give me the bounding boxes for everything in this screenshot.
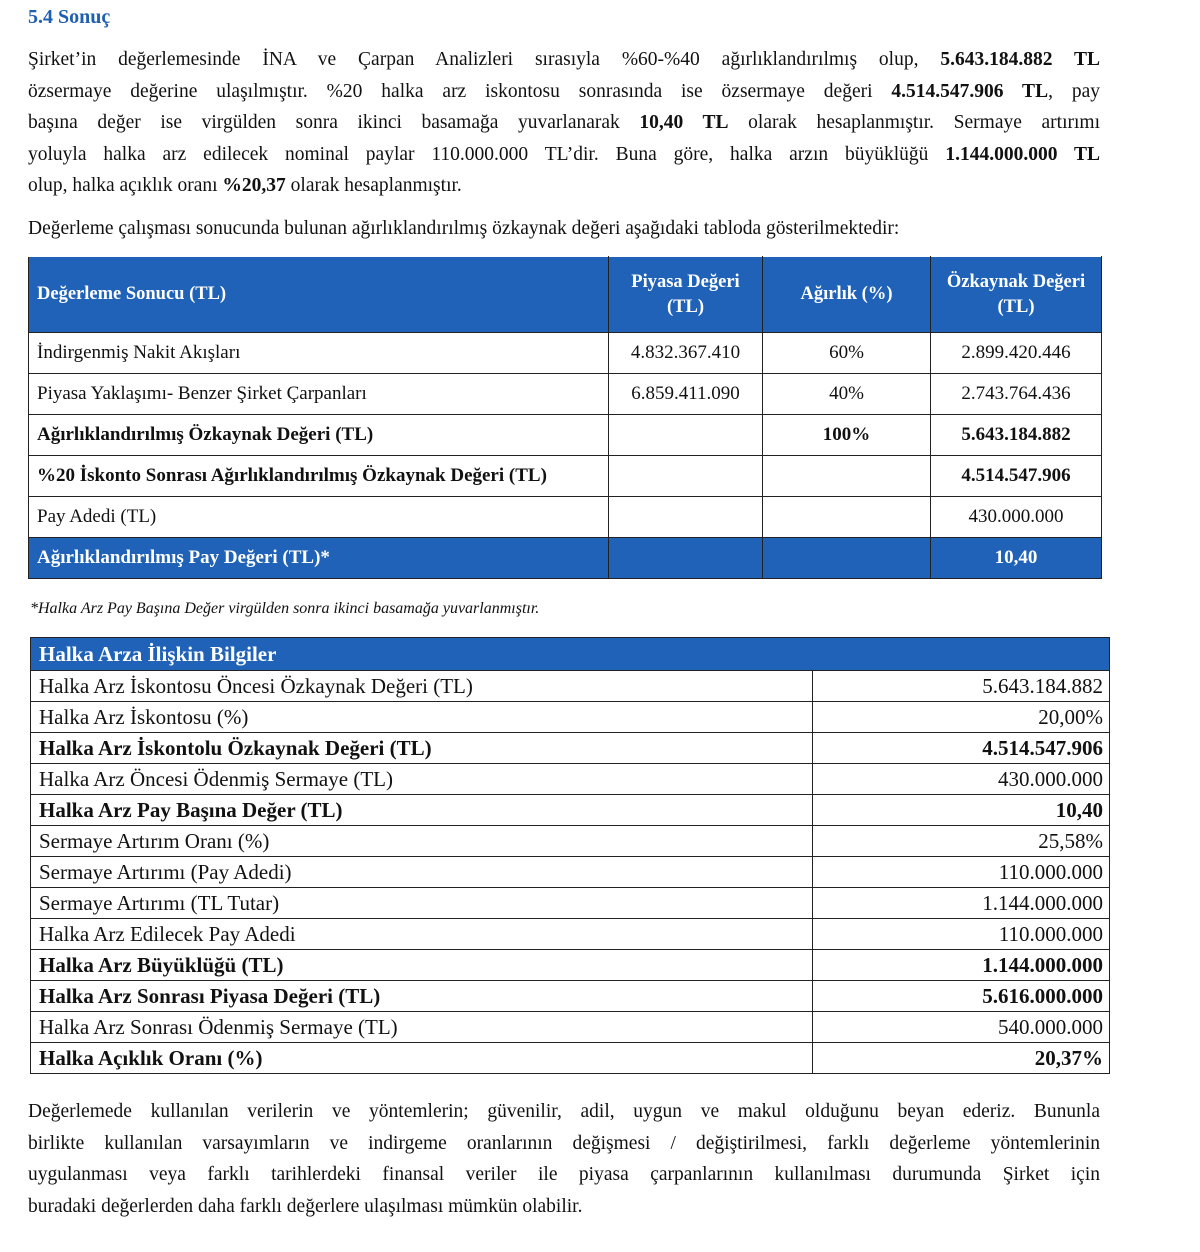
row-label: Pay Adedi (TL) bbox=[29, 497, 609, 538]
cell-equity-value: 430.000.000 bbox=[931, 497, 1102, 538]
table-row bbox=[31, 857, 1110, 888]
cell-equity-value: 4.514.547.906 bbox=[931, 456, 1102, 497]
row-value: 20,37% bbox=[813, 1043, 1110, 1074]
intro-share-value: 10,40 TL bbox=[639, 112, 729, 133]
row-label: Sermaye Artırımı (TL Tutar) bbox=[31, 888, 813, 919]
cell-equity-value: 5.643.184.882 bbox=[931, 415, 1102, 456]
row-label: Halka Arz İskontosu (%) bbox=[31, 702, 813, 733]
ipo-header-row bbox=[31, 638, 1110, 671]
table-intro: Değerleme çalışması sonucunda bulunan ağırlıklandırılmış özkaynak değeri aşağıdaki tabloda gösterilmektedir: bbox=[28, 218, 900, 239]
cell-market-value bbox=[609, 497, 763, 538]
row-value: 430.000.000 bbox=[813, 764, 1110, 795]
table-row bbox=[29, 333, 1102, 374]
closing-line: Değerlemede kullanılan verilerin ve yöntemlerin; güvenilir, adil, uygun ve makul olduğunu beyan ederiz. Bununla bbox=[28, 1101, 1100, 1122]
valuation-table bbox=[28, 256, 1102, 579]
table-row bbox=[31, 1043, 1110, 1074]
row-label: Halka Arz Sonrası Ödenmiş Sermaye (TL) bbox=[31, 1012, 813, 1043]
cell-equity-value: 10,40 bbox=[931, 538, 1102, 579]
row-label: Halka Arz Sonrası Piyasa Değeri (TL) bbox=[31, 981, 813, 1012]
closing-paragraph bbox=[28, 1096, 1100, 1222]
intro-text: olup, halka açıklık oranı bbox=[28, 175, 223, 196]
row-label: Halka Arz İskontolu Özkaynak Değeri (TL) bbox=[31, 733, 813, 764]
table-row bbox=[31, 826, 1110, 857]
intro-text: olarak hesaplanmıştır. bbox=[285, 175, 462, 196]
table-row bbox=[31, 888, 1110, 919]
cell-market-value bbox=[609, 415, 763, 456]
intro-text: yoluyla halka arz edilecek nominal paylar 110.000.000 TL’dir. Buna göre, halka arzın büyüklüğü bbox=[28, 143, 946, 165]
header-equity-value: Özkaynak Değeri (TL) bbox=[931, 257, 1102, 333]
row-value: 1.144.000.000 bbox=[813, 950, 1110, 981]
cell-market-value bbox=[609, 538, 763, 579]
intro-discounted-value: 4.514.547.906 TL bbox=[891, 80, 1049, 102]
intro-equity-value: 5.643.184.882 TL bbox=[940, 49, 1100, 70]
row-label: Halka Arz Edilecek Pay Adedi bbox=[31, 919, 813, 950]
cell-weight: 60% bbox=[763, 333, 931, 374]
row-label: %20 İskonto Sonrası Ağırlıklandırılmış Özkaynak Değeri (TL) bbox=[29, 456, 609, 497]
row-label: İndirgenmiş Nakit Akışları bbox=[29, 333, 609, 374]
cell-weight bbox=[763, 538, 931, 579]
row-value: 110.000.000 bbox=[813, 857, 1110, 888]
table-row bbox=[31, 981, 1110, 1012]
intro-text: Şirket’in değerlemesinde İNA ve Çarpan Analizleri sırasıyla %60-%40 ağırlıklandırılmış olup, bbox=[28, 49, 941, 70]
intro-text: özsermaye değerine ulaşılmıştır. %20 halka arz iskontosu sonrasında ise özsermaye değeri bbox=[28, 80, 892, 102]
ipo-table-title: Halka Arza İlişkin Bilgiler bbox=[31, 638, 1110, 671]
cell-market-value bbox=[609, 456, 763, 497]
header-weight: Ağırlık (%) bbox=[763, 257, 931, 333]
cell-weight bbox=[763, 456, 931, 497]
intro-free-float: %20,37 bbox=[222, 175, 286, 196]
table-row bbox=[31, 671, 1110, 702]
row-value: 1.144.000.000 bbox=[813, 888, 1110, 919]
closing-line: uygulanması veya farklı tarihlerdeki finansal veriler ile piyasa çarpanlarının kullanılması durumunda Şirket için bbox=[28, 1164, 1100, 1185]
row-label: Halka Açıklık Oranı (%) bbox=[31, 1043, 813, 1074]
table-row bbox=[31, 950, 1110, 981]
table-row bbox=[29, 456, 1102, 497]
closing-line: buradaki değerlerden daha farklı değerlere ulaşılması mümkün olabilir. bbox=[28, 1195, 583, 1217]
cell-weight: 100% bbox=[763, 415, 931, 456]
row-value: 25,58% bbox=[813, 826, 1110, 857]
row-value: 110.000.000 bbox=[813, 919, 1110, 950]
table-row bbox=[31, 795, 1110, 826]
intro-text: olarak hesaplanmıştır. Sermaye artırımı bbox=[728, 112, 1100, 133]
row-value: 4.514.547.906 bbox=[813, 733, 1110, 764]
cell-equity-value: 2.743.764.436 bbox=[931, 374, 1102, 415]
cell-market-value: 4.832.367.410 bbox=[609, 333, 763, 374]
table-row bbox=[29, 538, 1102, 579]
section-heading: 5.4 Sonuç bbox=[28, 6, 111, 28]
row-label: Ağırlıklandırılmış Pay Değeri (TL)* bbox=[29, 538, 609, 579]
row-value: 20,00% bbox=[813, 702, 1110, 733]
cell-equity-value: 2.899.420.446 bbox=[931, 333, 1102, 374]
valuation-header-row bbox=[29, 257, 1102, 333]
table-row bbox=[31, 919, 1110, 950]
footnote: *Halka Arz Pay Başına Değer virgülden sonra ikinci basamağa yuvarlanmıştır. bbox=[30, 600, 540, 617]
table-row bbox=[29, 497, 1102, 538]
intro-paragraph bbox=[28, 44, 1100, 202]
table-row bbox=[31, 1012, 1110, 1043]
row-label: Halka Arz Büyüklüğü (TL) bbox=[31, 950, 813, 981]
intro-text: başına değer ise virgülden sonra ikinci basamağa yuvarlanarak bbox=[28, 112, 640, 133]
ipo-info-table bbox=[30, 637, 1110, 1074]
row-label: Piyasa Yaklaşımı- Benzer Şirket Çarpanları bbox=[29, 374, 609, 415]
intro-ipo-size: 1.144.000.000 TL bbox=[945, 143, 1100, 165]
row-label: Sermaye Artırım Oranı (%) bbox=[31, 826, 813, 857]
row-value: 5.616.000.000 bbox=[813, 981, 1110, 1012]
cell-weight: 40% bbox=[763, 374, 931, 415]
row-label: Halka Arz Pay Başına Değer (TL) bbox=[31, 795, 813, 826]
row-label: Ağırlıklandırılmış Özkaynak Değeri (TL) bbox=[29, 415, 609, 456]
row-label: Halka Arz Öncesi Ödenmiş Sermaye (TL) bbox=[31, 764, 813, 795]
row-label: Sermaye Artırımı (Pay Adedi) bbox=[31, 857, 813, 888]
row-value: 5.643.184.882 bbox=[813, 671, 1110, 702]
table-row bbox=[31, 764, 1110, 795]
header-valuation-result: Değerleme Sonucu (TL) bbox=[29, 257, 609, 333]
row-value: 10,40 bbox=[813, 795, 1110, 826]
intro-text: , pay bbox=[1048, 80, 1100, 102]
table-row bbox=[31, 702, 1110, 733]
row-value: 540.000.000 bbox=[813, 1012, 1110, 1043]
cell-market-value: 6.859.411.090 bbox=[609, 374, 763, 415]
closing-line: birlikte kullanılan varsayımların ve indirgeme oranlarının değişmesi / değiştirilmesi, farklı değerleme yöntemlerinin bbox=[28, 1132, 1100, 1154]
table-row bbox=[29, 415, 1102, 456]
row-label: Halka Arz İskontosu Öncesi Özkaynak Değeri (TL) bbox=[31, 671, 813, 702]
cell-weight bbox=[763, 497, 931, 538]
header-market-value: Piyasa Değeri (TL) bbox=[609, 257, 763, 333]
table-row bbox=[31, 733, 1110, 764]
table-row bbox=[29, 374, 1102, 415]
